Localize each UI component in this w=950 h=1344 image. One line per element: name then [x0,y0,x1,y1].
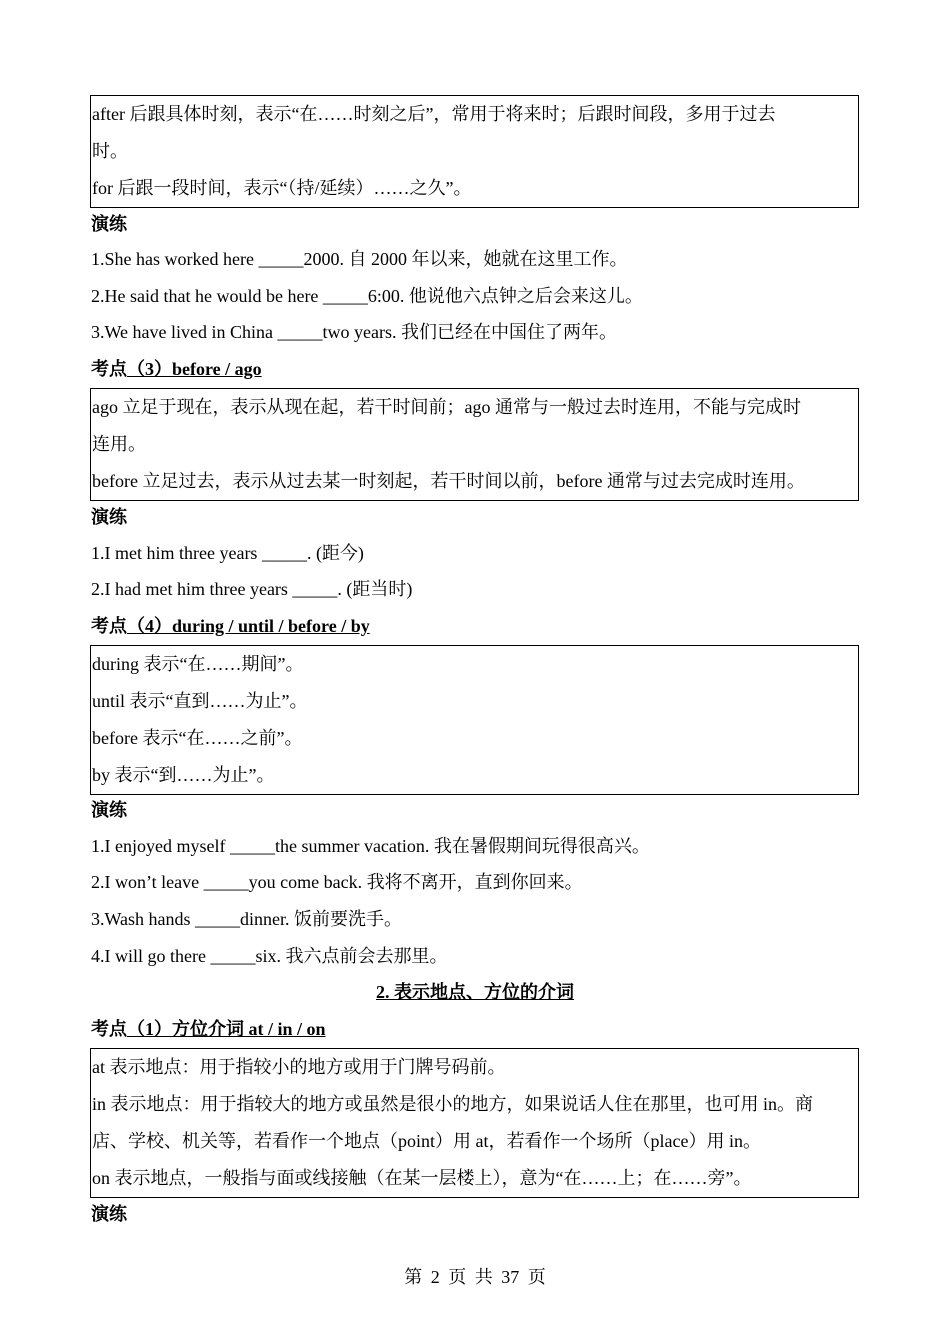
exercise-line: 2.I had met him three years _____. (距当时) [91,579,413,599]
note-line: 时。 [92,141,128,161]
page-footer: 第 2 页 共 37 页 [404,1267,546,1287]
note-line: until 表示“直到……为止”。 [92,691,308,711]
note-box-at-in-on [90,1048,859,1198]
note-box-before-ago [90,388,859,501]
note-line: before 表示“在……之前”。 [92,728,303,748]
exercise-line: 1.I met him three years _____. (距今) [91,543,364,563]
note-line: during 表示“在……期间”。 [92,654,304,674]
note-line: on 表示地点，一般指与面或线接触（在某一层楼上），意为“在……上；在……旁”。 [92,1168,752,1188]
point-heading-at-in-on [91,1011,326,1048]
point-title: （1）方位介词 at / in / on [127,1019,326,1039]
practice-label: 演练 [91,800,127,820]
exercise-line: 3.Wash hands _____dinner. 饭前要洗手。 [91,909,403,929]
practice-label: 演练 [91,507,127,527]
exercise-line: 1.I enjoyed myself _____the summer vacation. 我在暑假期间玩得很高兴。 [91,836,650,856]
note-line: before 立足过去，表示从过去某一时刻起，若干时间以前，before 通常与过去完成时连用。 [92,471,805,491]
point-heading-before-ago [91,351,262,388]
point-prefix: 考点 [91,1019,127,1039]
note-line: by 表示“到……为止”。 [92,765,275,785]
note-line: 店、学校、机关等，若看作一个地点（point）用 at，若看作一个场所（place）用 in。 [92,1131,761,1151]
point-heading-during-until [91,608,370,645]
note-line: ago 立足于现在，表示从现在起，若干时间前；ago 通常与一般过去时连用，不能与完成时 [92,397,801,417]
point-title: （3）before / ago [127,359,262,379]
note-line: 连用。 [92,434,146,454]
note-line: for 后跟一段时间，表示“（持/延续）……之久”。 [92,178,472,198]
note-box-after-for [90,95,859,208]
point-prefix: 考点 [91,616,127,636]
note-line: after 后跟具体时刻，表示“在……时刻之后”，常用于将来时；后跟时间段，多用于过去 [92,104,776,124]
note-line: in 表示地点：用于指较大的地方或虽然是很小的地方，如果说话人住在那里，也可用 in。商 [92,1094,813,1114]
exercise-line: 2.I won’t leave _____you come back. 我将不离开，直到你回来。 [91,872,583,892]
note-box-during-until [90,645,859,795]
point-prefix: 考点 [91,359,127,379]
exercise-line: 3.We have lived in China _____two years. 我们已经在中国住了两年。 [91,322,617,342]
exercise-line: 1.She has worked here _____2000. 自 2000 年以来，她就在这里工作。 [91,249,628,269]
exercise-line: 4.I will go there _____six. 我六点前会去那里。 [91,946,448,966]
exercise-line: 2.He said that he would be here _____6:00. 他说他六点钟之后会来这儿。 [91,286,643,306]
point-title: （4）during / until / before / by [127,616,370,636]
section-title: 2. 表示地点、方位的介词 [376,982,574,1002]
note-line: at 表示地点：用于指较小的地方或用于门牌号码前。 [92,1057,506,1077]
practice-label: 演练 [91,1204,127,1224]
practice-label: 演练 [91,214,127,234]
